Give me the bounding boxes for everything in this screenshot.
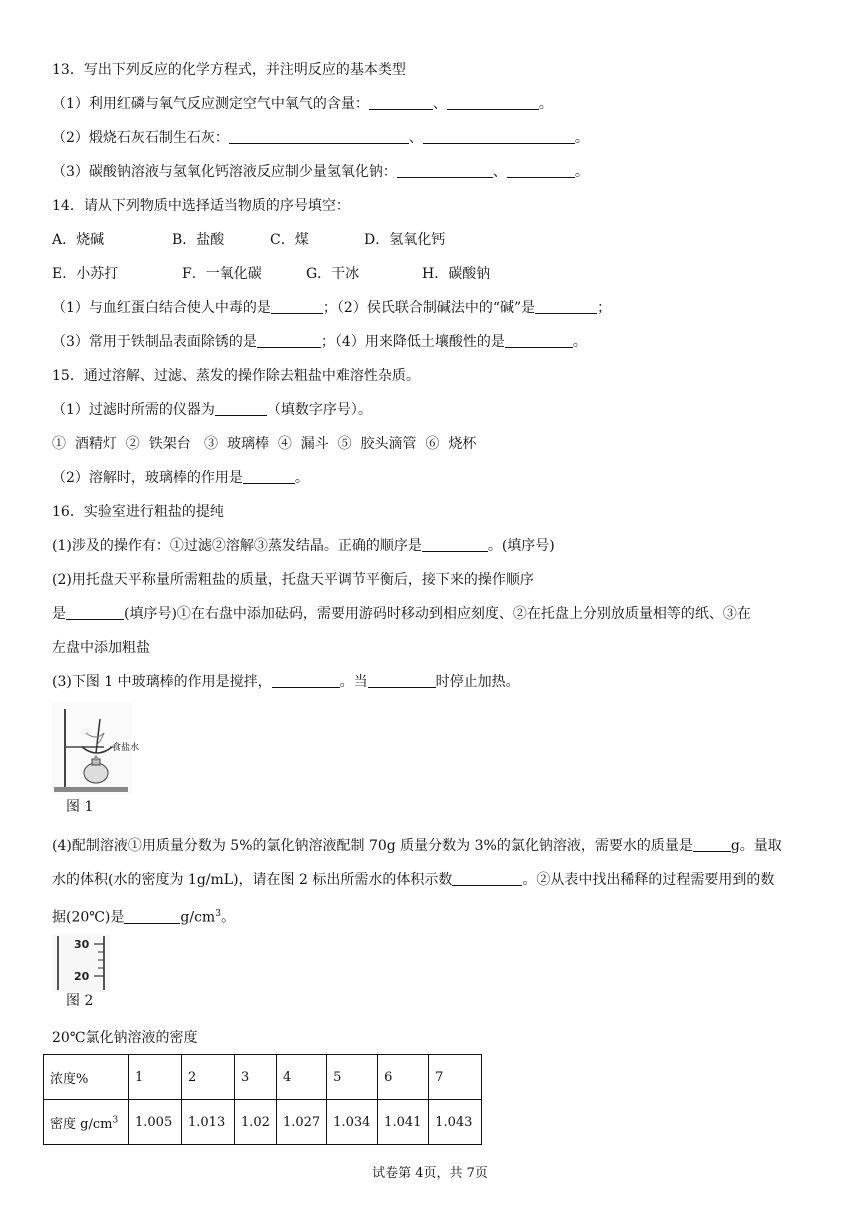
table-cell: 1.005 xyxy=(129,1100,182,1145)
table-cell: 1 xyxy=(129,1055,182,1100)
q13-title: 13．写出下列反应的化学方程式，并注明反应的基本类型 xyxy=(52,62,406,78)
q16-blank-2[interactable] xyxy=(66,605,124,620)
q16-part-2-line-3: 左盘中添加粗盐 xyxy=(52,640,150,656)
graduated-cylinder-illustration xyxy=(52,934,110,992)
table-cell: 5 xyxy=(327,1055,378,1100)
option-g: G．干冰 xyxy=(306,266,360,282)
q16-blank-3a[interactable] xyxy=(272,673,340,688)
evaporation-apparatus-illustration xyxy=(52,703,140,795)
option-f: F．一氧化碳 xyxy=(182,266,262,282)
table-cell: 1.041 xyxy=(378,1100,429,1145)
q14-options-row-1 xyxy=(52,230,445,250)
figure-1-label: 食盐水 xyxy=(112,743,140,753)
q13-line-2: （2）煅烧石灰石制生石灰： 、 。 xyxy=(52,130,589,146)
q14-blank-4[interactable] xyxy=(505,333,573,348)
q14-subq-1-2: （1）与血红蛋白结合使人中毒的是 ；（2）侯氏联合制碱法中的“碱”是 ； xyxy=(52,300,612,316)
q13-blank-1b[interactable] xyxy=(447,95,539,110)
q15-subq-2: （2）溶解时，玻璃棒的作用是 。 xyxy=(52,470,309,486)
option-h: H．碳酸钠 xyxy=(422,266,491,282)
q16-blank-4a[interactable] xyxy=(693,837,731,852)
q14-title: 14．请从下列物质中选择适当物质的序号填空： xyxy=(52,198,350,214)
tick-label-30: 30 xyxy=(74,938,90,951)
option-c: C．煤 xyxy=(270,232,309,248)
figure-1-evaporation-apparatus xyxy=(52,703,140,795)
table-cell: 1.034 xyxy=(327,1100,378,1145)
q13-line-1: （1）利用红磷与氧气反应测定空气中氧气的含量： 、 。 xyxy=(52,96,553,112)
q14-blank-3[interactable] xyxy=(257,333,321,348)
table-row xyxy=(44,1055,482,1100)
q16-blank-4c[interactable] xyxy=(124,909,180,924)
table-cell: 6 xyxy=(378,1055,429,1100)
table-caption: 20℃氯化钠溶液的密度 xyxy=(52,1030,198,1046)
page-footer: 试卷第 4页，共 7页 xyxy=(372,1166,488,1181)
q13-blank-2a[interactable] xyxy=(229,129,409,144)
q16-blank-4b[interactable] xyxy=(452,871,522,886)
table-cell: 3 xyxy=(235,1055,277,1100)
tick-label-20: 20 xyxy=(74,970,90,983)
table-cell: 1.013 xyxy=(182,1100,235,1145)
q16-part-4-line-1: (4)配制溶液①用质量分数为 5%的氯化钠溶液配制 70g 质量分数为 3%的氯化钠溶液，需要水的质量是 g。量取 xyxy=(52,838,782,854)
q16-title: 16．实验室进行粗盐的提纯 xyxy=(52,504,224,520)
option-a: A．烧碱 xyxy=(52,232,105,248)
q14-options-row-2 xyxy=(52,264,490,284)
q13-blank-1a[interactable] xyxy=(369,95,433,110)
q15-instruments: ① 酒精灯 ② 铁架台 ③ 玻璃棒 ④ 漏斗 ⑤ 胶头滴管 ⑥ 烧杯 xyxy=(52,436,477,452)
table-cell: 4 xyxy=(276,1055,326,1100)
q16-part-4-line-2: 水的体积(水的密度为 1g/mL)，请在图 2 标出所需水的体积示数 。②从表中找出稀释的过程需要用到的数 xyxy=(52,872,775,888)
q16-part-1: (1)涉及的操作有：①过滤②溶解③蒸发结晶。正确的顺序是 。(填序号) xyxy=(52,538,555,554)
figure-1-caption: 图 1 xyxy=(66,799,94,815)
option-d: D．氢氧化钙 xyxy=(364,232,446,248)
q13-line-3: （3）碳酸钠溶液与氢氧化钙溶液反应制少量氢氧化钠： 、 。 xyxy=(52,164,589,180)
table-header-density: 密度 $g/cm^3$ xyxy=(44,1100,129,1145)
table-cell: 7 xyxy=(429,1055,482,1100)
figure-2-caption: 图 2 xyxy=(66,993,94,1009)
q15-blank-2[interactable] xyxy=(243,469,295,484)
q16-part-3: (3)下图 1 中玻璃棒的作用是搅拌， 。当 时停止加热。 xyxy=(52,674,520,690)
q15-subq-1: （1）过滤时所需的仪器为 （填数字序号）。 xyxy=(52,402,372,418)
option-e: E．小苏打 xyxy=(52,266,119,282)
table-cell: 1.02 xyxy=(235,1100,277,1145)
table-cell: 1.043 xyxy=(429,1100,482,1145)
q16-part-2-line-1: (2)用托盘天平称量所需粗盐的质量，托盘天平调节平衡后，接下来的操作顺序 xyxy=(52,572,534,588)
table-header-concentration: 浓度% xyxy=(44,1055,129,1100)
q16-blank-3b[interactable] xyxy=(368,673,436,688)
q15-title: 15．通过溶解、过滤、蒸发的操作除去粗盐中难溶性杂质。 xyxy=(52,368,420,384)
option-b: B．盐酸 xyxy=(172,232,225,248)
q15-blank-1[interactable] xyxy=(215,401,267,416)
q13-blank-2b[interactable] xyxy=(423,129,575,144)
density-table xyxy=(43,1054,482,1145)
q13-blank-3b[interactable] xyxy=(507,163,575,178)
q14-blank-2[interactable] xyxy=(535,299,597,314)
q13-blank-3a[interactable] xyxy=(397,163,493,178)
q16-part-4-line-3: 据(20℃)是 $g/cm^3$。 xyxy=(52,909,235,926)
table-cell: 2 xyxy=(182,1055,235,1100)
figure-2-graduated-cylinder xyxy=(52,934,110,992)
q16-part-2-line-2: 是 (填序号)①在右盘中添加砝码，需要用游码时移动到相应刻度、②在托盘上分别放质量相等的纸、③在 xyxy=(52,606,751,622)
q14-blank-1[interactable] xyxy=(271,299,323,314)
table-row xyxy=(44,1100,482,1145)
q16-blank-1[interactable] xyxy=(422,537,488,552)
table-cell: 1.027 xyxy=(276,1100,326,1145)
q14-subq-3-4: （3）常用于铁制品表面除锈的是 ；（4）用来降低土壤酸性的是 。 xyxy=(52,334,587,350)
